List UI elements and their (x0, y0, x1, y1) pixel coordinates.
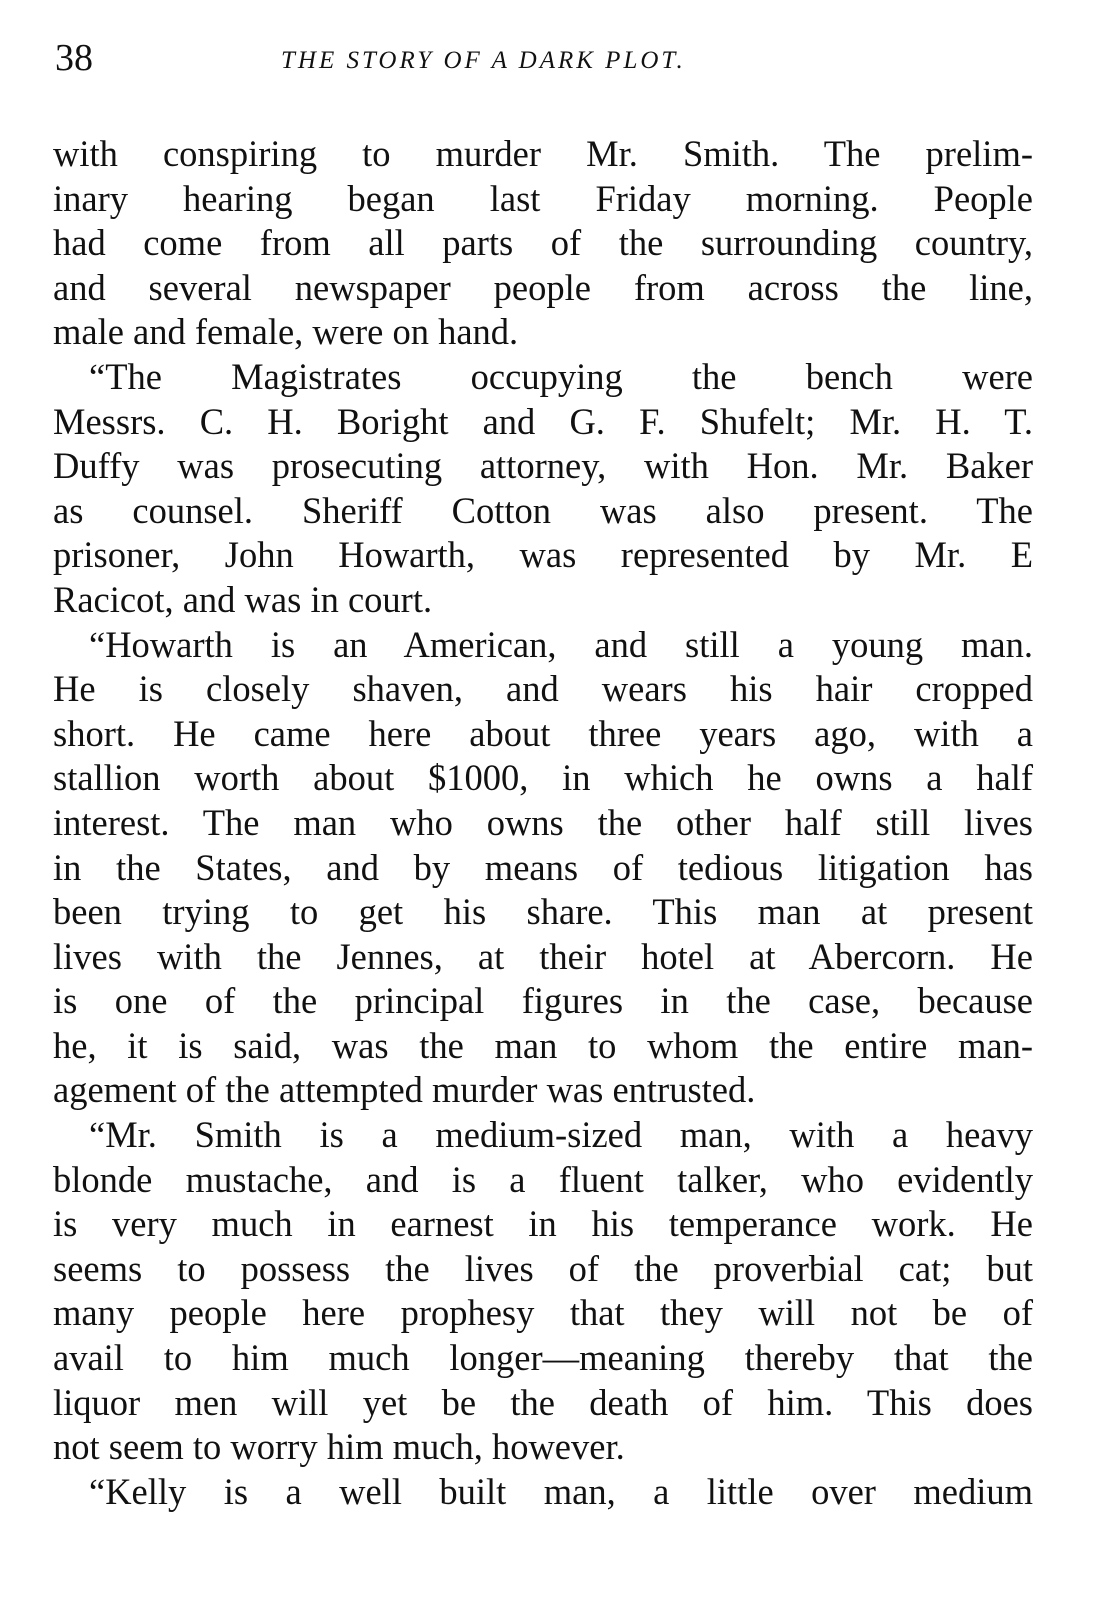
text-line: “Mr. Smith is a medium-sized man, with a heavy (89, 1114, 1033, 1156)
text-line: Messrs. C. H. Boright and G. F. Shufelt; Mr. H. T. (53, 400, 1033, 442)
paragraph (53, 623, 1033, 1114)
text-line: blonde mustache, and is a fluent talker, who evidently (53, 1158, 1033, 1200)
paragraph (53, 355, 1033, 623)
text-line: seems to possess the lives of the proverbial cat; but (53, 1247, 1033, 1289)
text-line: agement of the attempted murder was entrusted. (53, 1069, 756, 1111)
text-line: had come from all parts of the surrounding country, (53, 222, 1033, 264)
text-line: he, it is said, was the man to whom the entire man- (53, 1024, 1033, 1066)
text-line: and several newspaper people from across the line, (53, 266, 1033, 308)
text-line: He is closely shaven, and wears his hair cropped (53, 668, 1033, 710)
running-title: THE STORY OF A DARK PLOT. (281, 47, 686, 74)
paragraph (53, 1113, 1033, 1470)
text-line: with conspiring to murder Mr. Smith. The prelim- (53, 133, 1033, 174)
book-page (53, 38, 1033, 1514)
text-line: liquor men will yet be the death of him. This does (53, 1381, 1033, 1423)
paragraph (53, 1470, 1033, 1515)
text-line: is very much in earnest in his temperance work. He (53, 1203, 1033, 1245)
body-text (53, 132, 1033, 1514)
text-line: interest. The man who owns the other half still lives (53, 801, 1033, 843)
text-line: “The Magistrates occupying the bench were (89, 355, 1033, 397)
page-number: 38 (55, 37, 93, 79)
text-line: Duffy was prosecuting attorney, with Hon. Mr. Baker (53, 445, 1033, 487)
text-line: stallion worth about $1000, in which he owns a half (53, 757, 1033, 799)
text-line: Racicot, and was in court. (53, 578, 433, 620)
text-line: “Kelly is a well built man, a little over medium (89, 1470, 1033, 1512)
paragraph (53, 132, 1033, 355)
text-line: as counsel. Sheriff Cotton was also present. The (53, 489, 1033, 531)
text-line: male and female, were on hand. (53, 311, 519, 353)
text-line: lives with the Jennes, at their hotel at Abercorn. He (53, 935, 1033, 977)
text-line: been trying to get his share. This man at present (53, 891, 1033, 933)
text-line: is one of the principal figures in the case, because (53, 980, 1033, 1022)
text-line: in the States, and by means of tedious litigation has (53, 846, 1033, 888)
text-line: many people here prophesy that they will not be of (53, 1292, 1033, 1334)
text-line: “Howarth is an American, and still a young man. (89, 623, 1033, 665)
text-line: inary hearing began last Friday morning. People (53, 177, 1033, 219)
text-line: not seem to worry him much, however. (53, 1426, 625, 1468)
text-line: avail to him much longer—meaning thereby that the (53, 1337, 1033, 1379)
text-line: prisoner, John Howarth, was represented by Mr. E (53, 534, 1033, 576)
text-line: short. He came here about three years ago, with a (53, 712, 1033, 754)
running-head (53, 38, 1033, 90)
